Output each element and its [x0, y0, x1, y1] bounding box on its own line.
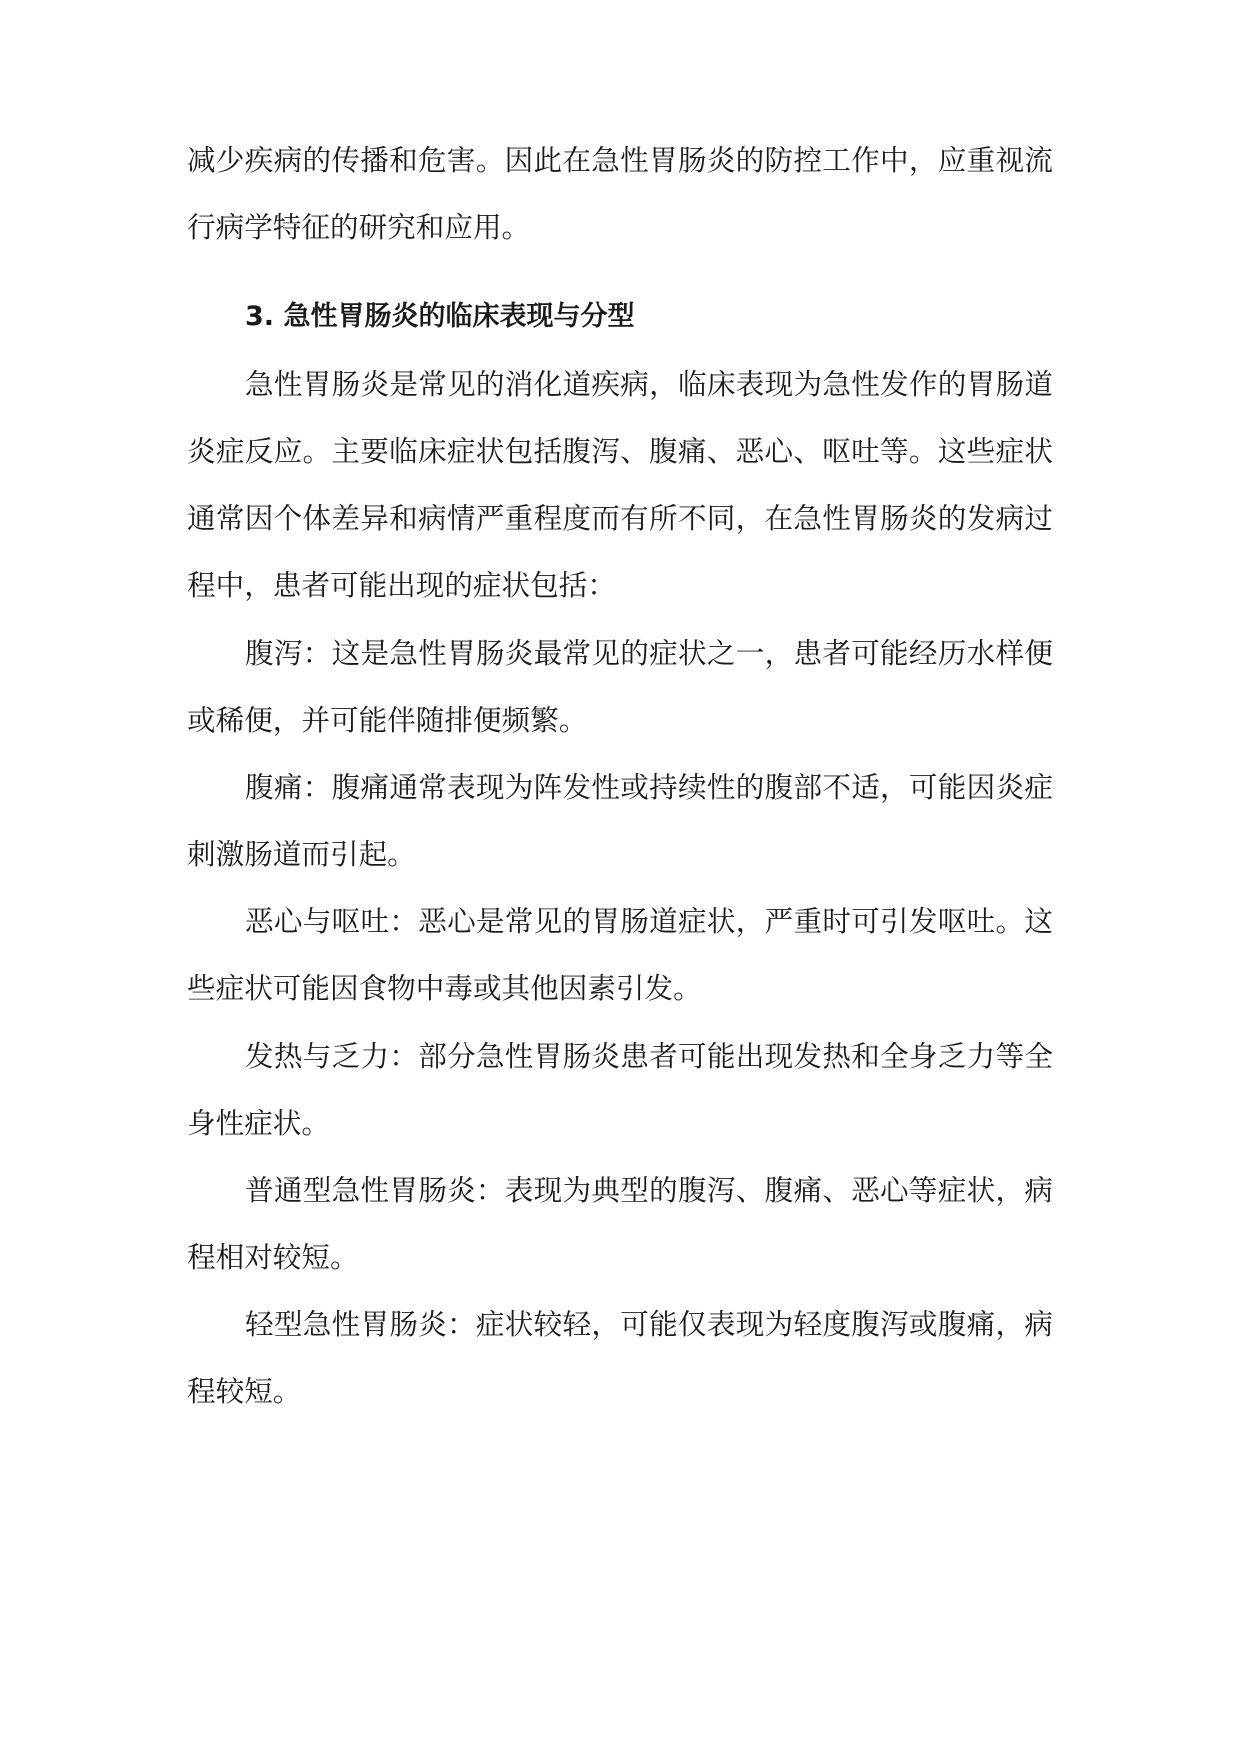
intro-line-1: 减少疾病的传播和危害。因此在急性胃肠炎的防控工作中，应重视流: [187, 143, 1053, 177]
paragraph-line: 刺激肠道而引起。: [187, 837, 416, 871]
paragraph-line: 恶心与呕吐：恶心是常见的胃肠道症状，严重时可引发呕吐。这: [245, 904, 1053, 938]
paragraph-line: 腹痛：腹痛通常表现为阵发性或持续性的腹部不适，可能因炎症: [245, 770, 1053, 804]
paragraph-line: 腹泻：这是急性胃肠炎最常见的症状之一，患者可能经历水样便: [245, 636, 1053, 670]
paragraph-line: 程中，患者可能出现的症状包括：: [187, 568, 616, 602]
paragraph-line: 程相对较短。: [187, 1240, 359, 1274]
paragraph-line: 通常因个体差异和病情严重程度而有所不同，在急性胃肠炎的发病过: [187, 501, 1053, 535]
paragraph-line: 些症状可能因食物中毒或其他因素引发。: [187, 971, 702, 1005]
paragraph-line: 普通型急性胃肠炎：表现为典型的腹泻、腹痛、恶心等症状，病: [245, 1173, 1053, 1207]
paragraph-line: 身性症状。: [187, 1106, 330, 1140]
intro-line-2: 行病学特征的研究和应用。: [187, 210, 531, 244]
paragraph-line: 发热与乏力：部分急性胃肠炎患者可能出现发热和全身乏力等全: [245, 1039, 1053, 1073]
paragraph-line: 轻型急性胃肠炎：症状较轻，可能仅表现为轻度腹泻或腹痛，病: [245, 1307, 1053, 1341]
paragraph-line: 程较短。: [187, 1374, 302, 1408]
section-heading: 3. 急性胃肠炎的临床表现与分型: [245, 301, 635, 332]
paragraph-line: 炎症反应。主要临床症状包括腹泻、腹痛、恶心、呕吐等。这些症状: [187, 434, 1053, 468]
paragraph-line: 或稀便，并可能伴随排便频繁。: [187, 703, 588, 737]
paragraph-line: 急性胃肠炎是常见的消化道疾病，临床表现为急性发作的胃肠道: [245, 367, 1053, 401]
